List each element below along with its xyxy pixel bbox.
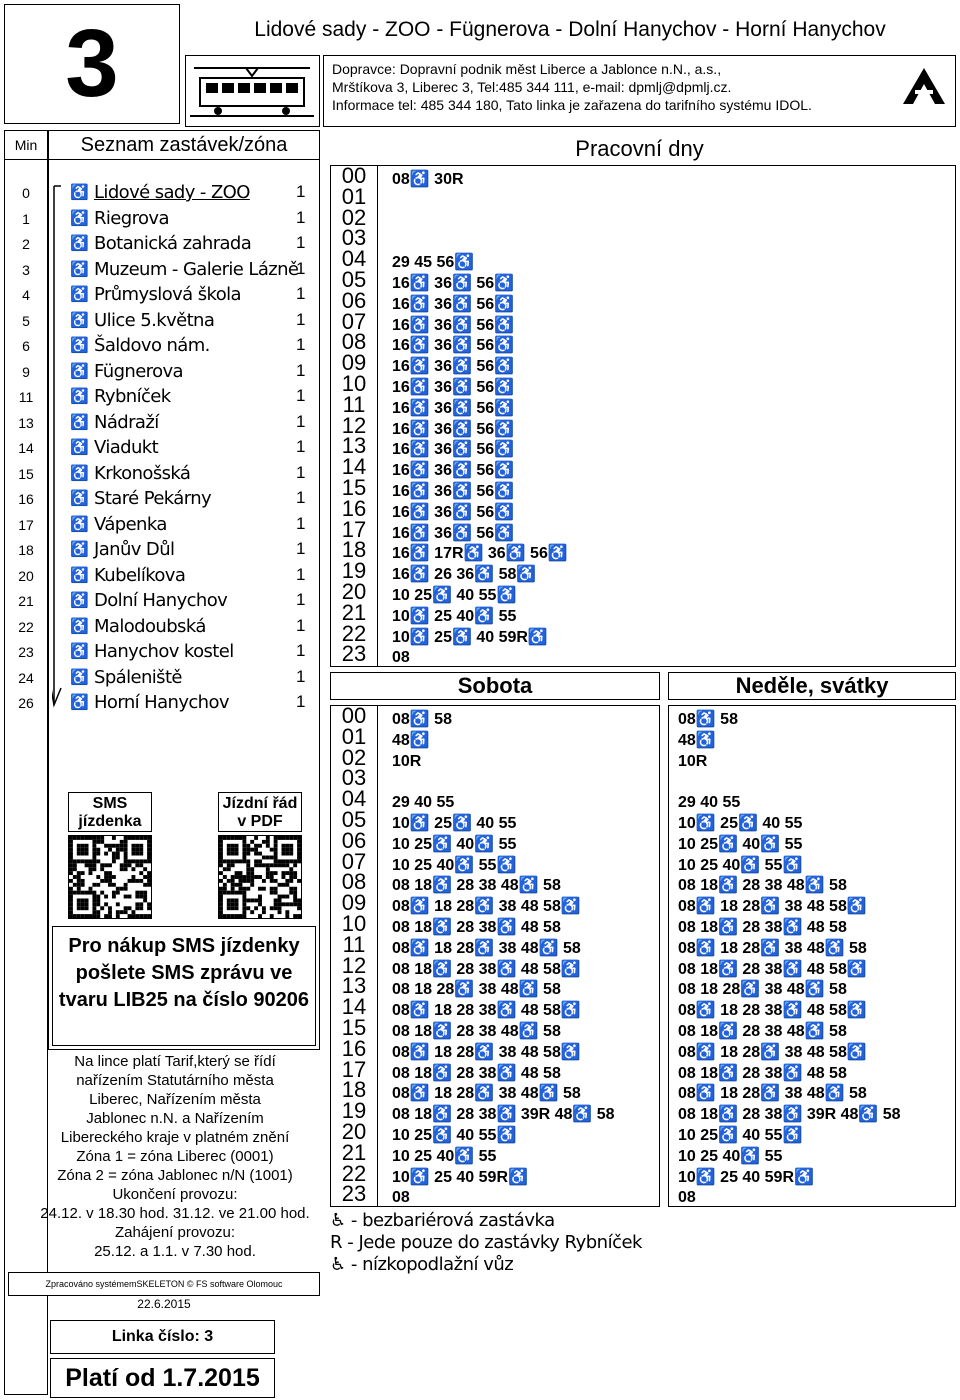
table-row — [330, 744, 660, 770]
minutes: 08 — [392, 649, 410, 667]
table-row — [330, 412, 950, 438]
hour-label: 15 — [341, 1015, 367, 1040]
minutes: 08♿ 30R — [392, 171, 464, 188]
minutes: 16♿ 36♿ 56♿ — [392, 295, 515, 313]
valid-from: Platí od 1.7.2015 — [50, 1358, 275, 1398]
stop-minute: 4 — [22, 287, 30, 303]
hour-label: 05 — [341, 267, 367, 292]
hour-label: 22 — [341, 1160, 367, 1186]
stop-name: Průmyslová škola — [94, 284, 241, 305]
saturday-minutes: 10♿ 25 40 59R♿ — [392, 1168, 528, 1186]
saturday-minutes: 08♿ 18 28 38♿ 48 58♿ — [392, 1002, 581, 1020]
sunday-minutes: 10 25♿ 40♿ 55 — [678, 835, 803, 853]
wheelchair-icon: ♿ — [70, 337, 89, 354]
minutes: 29 45 56♿ — [392, 254, 475, 272]
table-row — [330, 765, 660, 791]
saturday-minutes: 08 18♿ 28 38♿ 48 58 — [392, 919, 561, 936]
table-row — [330, 329, 950, 355]
table-row — [330, 1160, 660, 1186]
stop-minute: 5 — [22, 312, 30, 329]
table-row — [330, 827, 660, 853]
legend-item: ♿ - bezbariérová zastávka — [330, 1210, 555, 1231]
table-row — [330, 723, 660, 749]
table-row — [668, 790, 956, 811]
table-row — [330, 433, 950, 459]
stop-name: Staré Pekárny — [94, 488, 212, 509]
table-row — [668, 957, 956, 978]
wheelchair-icon: ♿ — [70, 209, 89, 227]
wheelchair-icon: ♿ — [70, 439, 89, 456]
table-row — [330, 558, 950, 584]
weekday-header: Pracovní dny — [575, 136, 704, 161]
table-row — [330, 537, 950, 563]
hour-label: 19 — [341, 558, 367, 584]
table-row — [330, 620, 950, 646]
sunday-minutes: 10♿ 25 40 59R♿ — [678, 1168, 814, 1186]
saturday-minutes: 10 25♿ 40♿ 55 — [392, 835, 517, 853]
table-row — [330, 350, 950, 376]
sms-ticket-label: SMS jízdenka — [68, 792, 152, 832]
hour-label: 13 — [341, 433, 367, 459]
table-row — [330, 869, 660, 895]
table-row — [668, 707, 956, 728]
minutes: 16♿ 36♿ 56♿ — [392, 503, 515, 521]
stop-name: Vápenka — [94, 513, 167, 535]
sunday-minutes: 10♿ 25♿ 40 55 — [678, 815, 803, 832]
hour-label: 07 — [341, 848, 367, 874]
stop-minute: 1 — [22, 210, 30, 227]
carrier-info — [323, 55, 956, 127]
table-row — [330, 1139, 660, 1165]
stop-name: Spáleniště — [94, 666, 182, 688]
table-row — [668, 1081, 956, 1102]
saturday-minutes: 10 25 40♿ 55 — [392, 1147, 497, 1165]
hour-label: 17 — [341, 1056, 367, 1082]
sunday-minutes: 10 25♿ 40 55♿ — [678, 1127, 803, 1144]
stop-zone: 1 — [296, 539, 306, 558]
stop-zone: 1 — [296, 590, 306, 609]
wheelchair-icon: ♿ — [70, 490, 89, 507]
table-row — [330, 599, 950, 625]
stop-zone: 1 — [296, 615, 306, 635]
hour-label: 21 — [341, 1139, 367, 1165]
stop-zone: 1 — [296, 284, 306, 303]
stop-zone: 1 — [296, 207, 306, 227]
stop-name: Nádraží — [94, 411, 159, 433]
stop-zone: 1 — [296, 462, 306, 482]
hour-label: 08 — [341, 869, 367, 895]
stop-zone: 1 — [296, 692, 306, 711]
minutes-header: Min — [4, 130, 48, 160]
stop-name: Horní Hanychov — [94, 692, 229, 713]
stop-minute: 22 — [18, 618, 34, 635]
saturday-minutes: 08♿ 18 28♿ 38 48 58♿ — [392, 898, 581, 916]
hour-label: 01 — [341, 723, 367, 749]
minutes: 16♿ 36♿ 56♿ — [392, 441, 515, 459]
sunday-minutes: 10 25 40♿ 55♿ — [678, 856, 803, 874]
table-row — [330, 516, 950, 542]
sms-instructions: Pro nákup SMS jízdenky pošlete SMS zprávu ve tvaru LIB25 na číslo 90206 — [52, 926, 316, 1046]
sunday-minutes: 08 18♿ 28 38 48♿ 58 — [678, 877, 847, 895]
table-row — [330, 579, 950, 604]
table-row — [668, 853, 956, 874]
stop-name: Janův Důl — [94, 539, 175, 560]
stop-zone: 1 — [296, 309, 306, 329]
stop-minute: 14 — [18, 440, 34, 456]
saturday-minutes: 08 18♿ 28 38♿ 48 58 — [392, 1064, 561, 1082]
stop-minute: 13 — [18, 414, 34, 431]
minutes: 16♿ 36♿ 56♿ — [392, 275, 515, 292]
minutes: 10 25♿ 40 55♿ — [392, 587, 517, 604]
table-row — [668, 832, 956, 853]
wheelchair-icon: ♿ — [70, 592, 89, 609]
table-row — [668, 749, 956, 770]
stop-minute: 15 — [18, 465, 34, 482]
saturday-minutes: 10 25 40♿ 55♿ — [392, 856, 517, 874]
sunday-minutes: 08 18♿ 28 38♿ 39R 48♿ 58 — [678, 1106, 901, 1124]
hour-label: 17 — [341, 516, 367, 542]
sunday-minutes: 08♿ 18 28 38♿ 48 58♿ — [678, 1002, 867, 1020]
processed-by: Zpracováno systémemSKELETON © FS software Olomouc — [8, 1272, 320, 1296]
table-row — [330, 225, 950, 251]
hour-label: 00 — [341, 703, 367, 728]
hour-label: 23 — [341, 641, 367, 667]
stop-minute: 11 — [18, 389, 34, 405]
stop-minute: 20 — [18, 567, 34, 584]
stop-zone: 1 — [296, 386, 306, 405]
table-row — [330, 1098, 660, 1124]
stops-header: Seznam zastávek/zóna — [48, 130, 320, 160]
table-row — [668, 1165, 956, 1186]
table-row — [668, 1061, 956, 1082]
hour-label: 11 — [342, 391, 366, 417]
issue-date: 22.6.2015 — [137, 1297, 191, 1311]
stop-zone: 1 — [296, 488, 306, 507]
table-row — [330, 952, 660, 978]
saturday-minutes: 08 18♿ 28 38♿ 48 58♿ — [392, 960, 581, 978]
table-row — [330, 807, 660, 832]
table-row — [330, 163, 950, 188]
sunday-minutes: 48♿ — [678, 731, 716, 749]
stop-name: Šaldovo nám. — [94, 335, 210, 356]
sunday-minutes: 10R — [678, 752, 708, 770]
legend — [330, 1210, 642, 1276]
table-row — [668, 1102, 956, 1123]
saturday-minutes: 08 18♿ 28 38 48♿ 58 — [392, 877, 561, 895]
minutes: 16♿ 36♿ 56♿ — [392, 483, 515, 500]
minutes: 16♿ 36♿ 56♿ — [392, 524, 515, 542]
hour-label: 14 — [341, 994, 367, 1020]
stop-zone: 1 — [296, 411, 306, 431]
stop-name: Lidové sady - ZOO — [94, 182, 250, 203]
table-row — [668, 1185, 956, 1206]
stop-minute: 24 — [18, 669, 34, 686]
hour-label: 18 — [341, 1077, 367, 1103]
table-row — [668, 915, 956, 936]
saturday-minutes: 08 — [392, 1189, 410, 1207]
stop-name: Riegrova — [94, 207, 169, 229]
sunday-minutes: 08 18♿ 28 38 48♿ 58 — [678, 1023, 847, 1040]
wheelchair-icon: ♿ — [70, 617, 89, 635]
stop-minute: 16 — [18, 491, 34, 507]
table-row — [330, 391, 950, 417]
hour-label: 18 — [341, 537, 367, 563]
minutes: 16♿ 36♿ 56♿ — [392, 399, 515, 417]
hour-label: 22 — [341, 620, 367, 646]
table-row — [668, 998, 956, 1019]
stop-zone: 1 — [296, 335, 306, 354]
stop-name: Malodoubská — [94, 615, 206, 637]
hour-label: 01 — [341, 183, 367, 209]
table-row — [330, 495, 950, 521]
saturday-minutes: 08♿ 18 28♿ 38 48♿ 58 — [392, 1085, 581, 1103]
wheelchair-icon: ♿ — [70, 643, 89, 660]
hour-label: 15 — [341, 475, 367, 500]
table-row — [330, 1056, 660, 1082]
table-row — [330, 287, 950, 313]
hour-label: 21 — [341, 599, 367, 625]
sunday-minutes: 08 — [678, 1189, 696, 1207]
sunday-minutes: 08♿ 18 28♿ 38 48 58♿ — [678, 1043, 867, 1061]
stop-zone: 1 — [296, 233, 306, 252]
hour-label: 11 — [342, 931, 366, 957]
minutes: 16♿ 36♿ 56♿ — [392, 358, 515, 376]
table-row — [330, 246, 950, 272]
hour-label: 00 — [341, 163, 367, 188]
stop-zone: 1 — [296, 182, 306, 201]
stop-name: Ulice 5.května — [94, 309, 215, 331]
info-line: Dopravce: Dopravní podnik měst Liberce a Jablonce n.N., a.s., — [332, 61, 722, 77]
table-row — [668, 894, 956, 915]
direction-arrow-icon — [52, 180, 66, 710]
hour-label: 08 — [341, 329, 367, 355]
stop-minute: 17 — [18, 516, 34, 533]
stop-name: Botanická zahrada — [94, 233, 252, 254]
stop-zone: 1 — [296, 666, 306, 686]
info-line: Informace tel: 485 344 180, Tato linka je zařazena do tarifního systému IDOL. — [332, 97, 812, 113]
table-row — [668, 936, 956, 957]
stop-name: Viadukt — [94, 437, 159, 458]
sunday-minutes: 08 18♿ 28 38♿ 48 58♿ — [678, 960, 867, 978]
hour-label: 10 — [341, 911, 367, 936]
hour-label: 05 — [341, 807, 367, 832]
tram-icon — [185, 55, 320, 127]
hour-label: 02 — [341, 204, 367, 230]
hour-label: 14 — [341, 454, 367, 480]
sunday-minutes: 10 25 40♿ 55 — [678, 1147, 783, 1165]
sunday-minutes: 08 18♿ 28 38♿ 48 58 — [678, 919, 847, 936]
saturday-minutes: 08 18♿ 28 38♿ 39R 48♿ 58 — [392, 1106, 615, 1124]
minutes: 16♿ 17R♿ 36♿ 56♿ — [392, 545, 568, 563]
saturday-minutes: 08 18 28♿ 38 48♿ 58 — [392, 981, 561, 999]
wheelchair-icon: ♿ — [70, 311, 89, 329]
stop-name: Krkonošská — [94, 462, 191, 484]
stop-name: Fügnerova — [94, 360, 183, 382]
table-row — [330, 848, 660, 874]
table-row — [668, 1019, 956, 1040]
sunday-minutes: 08♿ 18 28♿ 38 48 58♿ — [678, 898, 867, 916]
hour-label: 16 — [341, 495, 367, 521]
saturday-minutes: 48♿ — [392, 731, 430, 749]
sunday-minutes: 08 18♿ 28 38♿ 48 58 — [678, 1064, 847, 1082]
hour-label: 20 — [341, 579, 367, 604]
table-row — [330, 183, 950, 209]
hour-label: 20 — [341, 1119, 367, 1144]
saturday-minutes: 08♿ 18 28♿ 38 48 58♿ — [392, 1043, 581, 1061]
hour-label: 09 — [341, 890, 367, 916]
table-row — [668, 873, 956, 894]
sms-qr-code[interactable] — [68, 835, 152, 919]
stop-zone: 1 — [296, 513, 306, 533]
table-row — [330, 371, 950, 396]
saturday-minutes: 08 18♿ 28 38 48♿ 58 — [392, 1023, 561, 1040]
table-row — [668, 977, 956, 998]
stop-zone: 1 — [296, 641, 306, 660]
table-row — [668, 1040, 956, 1061]
hour-label: 16 — [341, 1035, 367, 1061]
hour-label: 10 — [341, 371, 367, 396]
hour-label: 23 — [341, 1181, 367, 1207]
stop-minute: 21 — [18, 593, 34, 609]
table-row — [668, 811, 956, 832]
table-row — [330, 267, 950, 292]
hour-label: 19 — [341, 1098, 367, 1124]
hour-label: 04 — [341, 246, 367, 272]
table-row — [330, 1181, 660, 1207]
table-row — [330, 204, 950, 230]
hour-label: 12 — [341, 412, 367, 438]
sunday-minutes: 08♿ 58 — [678, 711, 738, 728]
minutes: 16♿ 36♿ 56♿ — [392, 462, 515, 480]
minutes: 16♿ 36♿ 56♿ — [392, 420, 515, 438]
hour-label: 03 — [341, 765, 367, 791]
saturday-header: Sobota — [330, 672, 660, 700]
wheelchair-icon: ♿ — [70, 541, 89, 558]
stop-minute: 26 — [18, 695, 34, 711]
wheelchair-icon: ♿ — [70, 668, 89, 686]
table-row — [330, 475, 950, 500]
minutes: 16♿ 36♿ 56♿ — [392, 379, 515, 396]
stop-zone: 1 — [296, 258, 306, 278]
wheelchair-icon: ♿ — [70, 184, 89, 201]
stop-minute: 6 — [22, 338, 30, 354]
wheelchair-icon: ♿ — [70, 286, 89, 303]
wheelchair-icon: ♿ — [70, 260, 89, 278]
sunday-minutes: 08♿ 18 28♿ 38 48♿ 58 — [678, 939, 867, 957]
legend-item: R - Jede pouze do zastávky Rybníček — [330, 1232, 642, 1253]
stop-minute: 0 — [22, 185, 30, 201]
hour-label: 02 — [341, 744, 367, 770]
table-row — [330, 1077, 660, 1103]
info-line: Mrštíkova 3, Liberec 3, Tel:485 344 111, e-mail: dpmlj@dpmlj.cz. — [332, 79, 732, 95]
hour-label: 12 — [341, 952, 367, 978]
wheelchair-icon: ♿ — [70, 388, 89, 405]
idol-logo-icon — [901, 64, 947, 110]
saturday-minutes: 10R — [392, 752, 422, 770]
wheelchair-icon: ♿ — [70, 413, 89, 431]
stop-zone: 1 — [296, 437, 306, 456]
hour-label: 06 — [341, 827, 367, 853]
table-row — [668, 1123, 956, 1144]
saturday-minutes: 08♿ 58 — [392, 711, 452, 728]
stop-name: Rybníček — [94, 386, 171, 407]
pdf-qr-code[interactable] — [218, 835, 302, 919]
stop-name: Dolní Hanychov — [94, 590, 228, 611]
stop-name: Kubelíkova — [94, 564, 186, 586]
hour-label: 09 — [341, 350, 367, 376]
table-row — [330, 703, 660, 728]
saturday-minutes: 08♿ 18 28♿ 38 48♿ 58 — [392, 939, 581, 957]
sunday-header: Neděle, svátky — [668, 672, 956, 700]
hour-label: 07 — [341, 308, 367, 334]
minutes: 10♿ 25 40♿ 55 — [392, 607, 517, 625]
minutes: 16♿ 36♿ 56♿ — [392, 337, 515, 355]
stop-minute: 9 — [22, 363, 30, 380]
wheelchair-icon: ♿ — [70, 362, 89, 380]
stop-name: Muzeum - Galerie Lázně — [94, 258, 299, 280]
stop-minute: 3 — [22, 261, 30, 278]
line-label: Linka číslo: 3 — [50, 1320, 275, 1354]
table-row — [330, 641, 950, 667]
pdf-timetable-label: Jízdní řád v PDF — [218, 792, 302, 832]
table-row — [330, 973, 660, 999]
table-row — [330, 931, 660, 957]
hour-label: 03 — [341, 225, 367, 251]
table-row — [330, 911, 660, 936]
table-row — [330, 1015, 660, 1040]
table-row — [330, 786, 660, 812]
table-row — [330, 994, 660, 1020]
hour-label: 04 — [341, 786, 367, 812]
wheelchair-icon: ♿ — [70, 515, 89, 533]
saturday-minutes: 29 40 55 — [392, 794, 455, 812]
table-row — [668, 728, 956, 749]
line-number: 3 — [4, 4, 180, 124]
wheelchair-icon: ♿ — [70, 694, 89, 711]
minutes: 10♿ 25♿ 40 59R♿ — [392, 628, 548, 646]
table-row — [330, 1035, 660, 1061]
tariff-info: Na lince platí Tarif,který se řídí nařízením Statutárního města Liberec, Nařízením města Jablonec n.N. a Nařízením Libereckého kraje v platném znění Zóna 1 = zóna Liberec (0001) Zóna 2 = zóna Jablonec n/N (1001) Ukončení provozu: 24.12. v 18.30 hod. 31.12. ve 21.00 hod. Zahájení provozu: 25.12. a 1.1. v 7.30 hod. — [40, 1053, 310, 1260]
wheelchair-icon: ♿ — [70, 566, 89, 584]
table-row — [330, 308, 950, 334]
legend-item: ♿ - nízkopodlažní vůz — [330, 1254, 514, 1275]
wheelchair-icon: ♿ — [70, 464, 89, 482]
saturday-minutes: 10 25♿ 40 55♿ — [392, 1127, 517, 1144]
sunday-minutes: 08♿ 18 28♿ 38 48♿ 58 — [678, 1085, 867, 1103]
minutes: 16♿ 26 36♿ 58♿ — [392, 566, 537, 584]
table-row — [330, 890, 660, 916]
table-row — [330, 1119, 660, 1144]
table-row — [668, 769, 956, 790]
wheelchair-icon: ♿ — [70, 235, 89, 252]
stop-zone: 1 — [296, 360, 306, 380]
sunday-minutes: 29 40 55 — [678, 794, 741, 812]
stop-zone: 1 — [296, 564, 306, 584]
saturday-minutes: 10♿ 25♿ 40 55 — [392, 815, 517, 832]
sunday-minutes: 08 18 28♿ 38 48♿ 58 — [678, 981, 847, 999]
hour-label: 13 — [341, 973, 367, 999]
stop-minute: 18 — [18, 542, 34, 558]
hour-label: 06 — [341, 287, 367, 313]
table-row — [668, 1144, 956, 1165]
route-title: Lidové sady - ZOO - Fügnerova - Dolní Hanychov - Horní Hanychov — [254, 18, 886, 41]
stop-minute: 23 — [18, 644, 34, 660]
stop-minute: 2 — [22, 236, 30, 252]
stop-name: Hanychov kostel — [94, 641, 234, 662]
minutes: 16♿ 36♿ 56♿ — [392, 316, 515, 334]
table-row — [330, 454, 950, 480]
